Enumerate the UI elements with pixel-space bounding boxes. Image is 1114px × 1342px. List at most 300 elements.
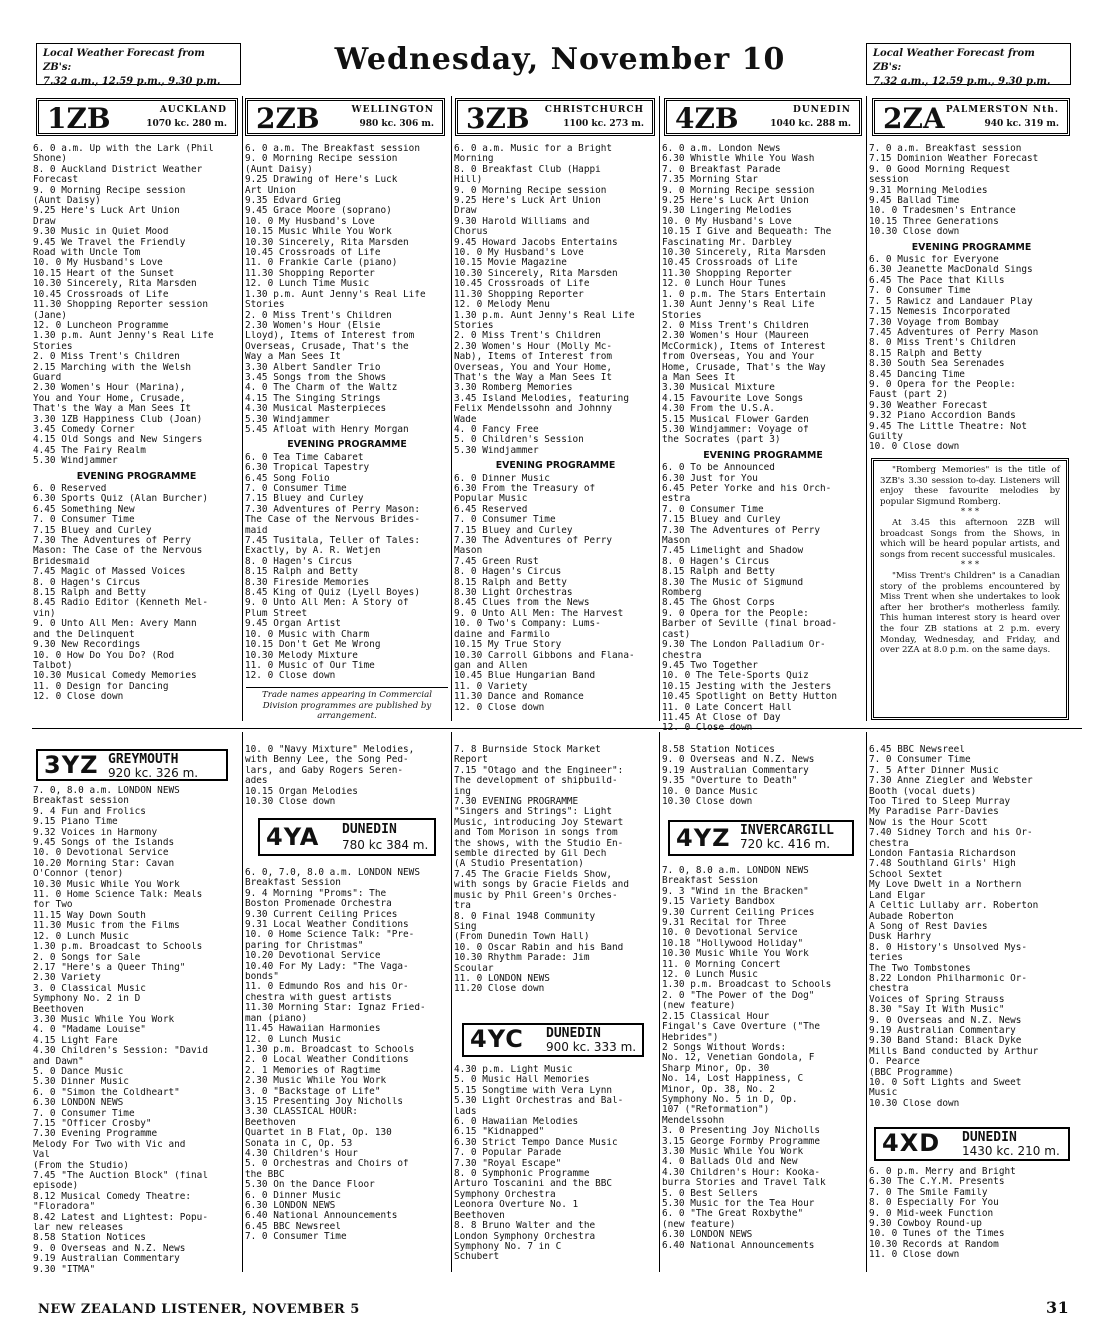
schedule-line: Talbot) xyxy=(33,660,73,671)
schedule-line: 7. 0 Consumer Time xyxy=(245,484,347,494)
schedule-line: Breakfast session xyxy=(33,796,129,807)
station-call: 4YC xyxy=(470,1025,524,1053)
schedule-line: No. 14, Lost Happiness, C xyxy=(662,1074,804,1085)
schedule-line: 10.15 Don't Get Me Wrong xyxy=(245,640,381,651)
note-separator: * * * xyxy=(960,560,980,571)
schedule-line: 9. 0 Morning Recipe session xyxy=(245,154,398,165)
schedule-line: 10.30 Music While You Work xyxy=(33,879,180,890)
schedule-line: chestra with guest artists xyxy=(245,992,392,1003)
schedule-line: 7.45 Tusitala, Teller of Tales: xyxy=(245,536,420,547)
schedule-line: 10. 0 Two's Company: Lums- xyxy=(454,619,601,630)
schedule-line: 7.45 Magic of Massed Voices xyxy=(33,567,186,578)
schedule-line: 7.45 "The Auction Block" (final xyxy=(33,1171,208,1182)
schedule-line: 11.30 Shopping Reporter xyxy=(662,268,792,279)
schedule-line: ades xyxy=(245,776,268,787)
schedule-line: 11.30 Music from the Films xyxy=(33,921,180,932)
schedule-line: (From the Studio) xyxy=(33,1160,129,1171)
schedule-4xd xyxy=(869,1167,1074,1261)
schedule-line: 2. 0 "The Power of the Dog" xyxy=(662,990,815,1001)
schedule-line: 6.45 Song Folio xyxy=(245,473,330,484)
schedule-line: 3.30 CLASSICAL HOUR: xyxy=(245,1107,358,1118)
station-call: 3YZ xyxy=(44,751,99,779)
schedule-line: lads xyxy=(454,1106,477,1117)
schedule-line: 6. 0 Dinner Music xyxy=(454,473,550,484)
schedule-line: 9.30 Current Ceiling Prices xyxy=(662,907,815,918)
schedule-line: 6.40 National Announcements xyxy=(662,1240,815,1251)
schedule-4ya-evening xyxy=(454,745,657,995)
schedule-line: 1.30 p.m. Aunt Jenny's Real Life xyxy=(33,331,214,342)
schedule-line: 1.30 p.m. Broadcast to Schools xyxy=(662,980,832,991)
schedule-line: 10.45 Blue Hungarian Band xyxy=(454,671,596,682)
schedule-line: O'Connor (tenor) xyxy=(33,869,124,880)
schedule-4yz-evening xyxy=(869,745,1074,1109)
schedule-line: 2. 0 Local Weather Conditions xyxy=(245,1055,409,1066)
schedule-line: 7.40 Sidney Torch and his Or- xyxy=(869,828,1033,839)
schedule-line: 9.45 We Travel the Friendly xyxy=(33,237,186,248)
schedule-line: from Overseas, You and Your xyxy=(662,352,815,363)
schedule-line: 3. 0 Presenting Joy Nicholls xyxy=(662,1126,821,1137)
schedule-line: Romberg xyxy=(662,588,702,599)
schedule-line: paring for Christmas" xyxy=(245,940,364,951)
schedule-line: chestra xyxy=(869,838,909,849)
schedule-line: Mason xyxy=(454,546,483,557)
schedule-line: cast) xyxy=(662,629,691,640)
schedule-line: 8. 0 History's Unsolved Mys- xyxy=(869,942,1028,953)
schedule-line: 5. 0 Children's Session xyxy=(454,435,584,446)
schedule-line: 9.45 Two Together xyxy=(662,660,758,671)
schedule-line: 12. 0 Close down xyxy=(662,723,753,734)
station-name: AUCKLAND xyxy=(159,105,227,115)
schedule-line: 9.30 Music in Quiet Mood xyxy=(33,227,169,238)
schedule-line: Too Tired to Sleep Murray xyxy=(869,797,1011,808)
schedule-line: Schubert xyxy=(454,1252,500,1263)
schedule-line: estra xyxy=(662,494,691,505)
section-heading: EVENING PROGRAMME xyxy=(703,449,823,461)
schedule-line: 6.30 Sports Quiz (Alan Burcher) xyxy=(33,494,208,505)
schedule-line: 7. 0 Breakfast Parade xyxy=(662,164,781,175)
schedule-line: 2. 0 Miss Trent's Children xyxy=(33,352,180,363)
schedule-line: 8.45 Clues from the News xyxy=(454,598,590,609)
weather-forecast-left xyxy=(36,43,241,85)
schedule-line: 4.30 Children's Session: "David xyxy=(33,1046,208,1057)
schedule-line: 10.30 Sincerely, Rita Marsden xyxy=(454,268,618,279)
schedule-line: 7. 0 Consumer Time xyxy=(869,286,971,297)
schedule-line: 8. 8 Bruno Walter and the xyxy=(454,1221,596,1232)
schedule-line: Fascinating Mr. Darbley xyxy=(662,237,792,248)
schedule-line: 8.42 Latest and Lightest: Popu- xyxy=(33,1212,208,1223)
schedule-line: 6.30 LONDON NEWS xyxy=(662,1230,753,1241)
schedule-line: 3. 0 "Backstage of Life" xyxy=(245,1086,381,1097)
station-frequency: 900 kc. 333 m. xyxy=(546,1040,637,1054)
schedule-line: 9. 0 Morning Recipe session xyxy=(454,185,607,196)
schedule-line: 8.45 Radio Editor (Kenneth Mel- xyxy=(33,598,208,609)
column-rule xyxy=(451,96,452,721)
schedule-line: 11.20 Close down xyxy=(454,984,545,995)
schedule-line: Music xyxy=(869,1088,898,1099)
schedule-line: 4.30 From the U.S.A. xyxy=(662,404,775,415)
schedule-line: 6. 0 a.m. The Breakfast session xyxy=(245,144,420,154)
schedule-line: 4.30 Children's Hour: Kooka- xyxy=(662,1167,821,1178)
station-box-3zb xyxy=(455,98,655,136)
schedule-line: 10.15 Movie Magazine xyxy=(454,258,567,269)
schedule-line: London Symphony Orchestra xyxy=(454,1231,596,1242)
schedule-line: 6.45 BBC Newsreel xyxy=(869,745,965,755)
schedule-line: 11.15 Way Down South xyxy=(33,910,146,921)
schedule-line: 9.25 Here's Luck Art Union xyxy=(33,206,180,217)
schedule-line: Popular Music xyxy=(454,494,528,505)
schedule-line: (new feature) xyxy=(662,1219,736,1230)
schedule-line: Stories xyxy=(245,300,285,311)
schedule-line: bonds" xyxy=(245,972,279,983)
schedule-line: 11.30 Shopping Reporter xyxy=(245,268,375,279)
schedule-line: 10.20 Morning Star: Cavan xyxy=(33,858,175,869)
schedule-line: (Aunt Daisy) xyxy=(245,164,313,175)
weather-forecast-right xyxy=(866,43,1071,85)
schedule-line: Sharp Minor, Op. 30 xyxy=(662,1063,770,1074)
schedule-line: 10.45 Crossroads of Life xyxy=(33,289,169,300)
schedule-line: and the Delinquent xyxy=(33,629,135,640)
schedule-line: 9.30 The London Palladium Or- xyxy=(662,640,826,651)
schedule-line: 9. 4 Morning "Proms": The xyxy=(245,888,387,899)
schedule-line: 9.25 Here's Luck Art Union xyxy=(662,196,809,207)
schedule-line: 10.30 Musical Comedy Memories xyxy=(33,671,197,682)
schedule-line: 6.30 Whistle While You Wash xyxy=(662,154,815,165)
schedule-line: 7. 0 Popular Parade xyxy=(454,1148,562,1159)
schedule-line: 10. 0 "Navy Mixture" Melodies, xyxy=(245,745,415,755)
schedule-line: London Fantasia Richardson xyxy=(869,849,1016,860)
station-box-2za xyxy=(872,98,1070,136)
schedule-line: 5.15 Musical Flower Garden xyxy=(662,414,809,425)
schedule-4zb xyxy=(662,144,864,734)
station-frequency: 1430 kc. 210 m. xyxy=(962,1144,1060,1158)
schedule-line: and Tom Morison in songs from xyxy=(454,828,618,839)
schedule-line: 9.30 Current Ceiling Prices xyxy=(245,909,398,920)
schedule-line: 7.15 Bluey and Curley xyxy=(245,494,364,505)
schedule-line: 5.30 Windjammer xyxy=(454,445,539,456)
schedule-line: 7. 0 Consumer Time xyxy=(869,755,971,766)
schedule-line: (From Dunedin Town Hall) xyxy=(454,932,590,943)
schedule-line: Breakfast Session xyxy=(662,876,758,887)
schedule-line: 2. 0 Songs for Sale xyxy=(33,952,141,963)
schedule-line: 10.30 Records at Random xyxy=(869,1239,999,1250)
schedule-line: chestra xyxy=(869,984,909,995)
schedule-line: The Case of the Nervous Brides- xyxy=(245,515,420,526)
schedule-line: 7.30 EVENING PROGRAMME xyxy=(454,797,579,808)
schedule-line: 8. 0 Especially For You xyxy=(869,1198,999,1209)
schedule-line: 6.45 BBC Newsreel xyxy=(245,1221,341,1232)
schedule-line: 9.19 Australian Commentary xyxy=(33,1254,180,1265)
schedule-line: 10.45 Spotlight on Betty Hutton xyxy=(662,692,837,703)
schedule-line: The Two Tombstones xyxy=(869,963,971,974)
schedule-line: 2.30 Women's Hour (Maureen xyxy=(662,331,809,342)
schedule-line: 12. 0 Close down xyxy=(33,692,124,703)
station-frequency: 940 kc. 319 m. xyxy=(984,119,1059,129)
schedule-line: Mills Band conducted by Arthur xyxy=(869,1046,1039,1057)
schedule-line: 8.30 Fireside Memories xyxy=(245,577,370,588)
column-rule xyxy=(866,96,867,721)
schedule-3yz-late xyxy=(662,745,864,807)
schedule-line: Shone) xyxy=(33,154,67,165)
schedule-line: Guard xyxy=(33,372,62,383)
schedule-line: 9. 0 Unto All Men: The Harvest xyxy=(454,608,624,619)
schedule-line: 107 ("Reformation") xyxy=(662,1105,770,1116)
schedule-line: Morning xyxy=(454,154,494,165)
schedule-line: 10.40 For My Lady: "The Vaga- xyxy=(245,961,409,972)
station-box-4yc xyxy=(462,1023,644,1057)
schedule-line: 11.30 Shopping Reporter xyxy=(454,289,584,300)
schedule-line: 5.30 On the Dance Floor xyxy=(245,1180,375,1191)
schedule-line: 9.30 Harold Williams and xyxy=(454,216,590,227)
station-call: 2ZA xyxy=(883,102,945,135)
schedule-line: 7.15 "Officer Crosby" xyxy=(33,1119,152,1129)
schedule-line: 2 Songs Without Words: xyxy=(662,1042,787,1053)
schedule-line: 4. 0 The Charm of the Waltz xyxy=(245,383,398,394)
schedule-line: 8.58 Station Notices xyxy=(662,745,775,755)
schedule-line: 11. 0 LONDON NEWS xyxy=(454,973,550,984)
schedule-line: Faust (part 2) xyxy=(869,390,949,401)
schedule-line: 11. 0 Close down xyxy=(869,1250,960,1261)
schedule-line: 1.30 p.m. Broadcast to Schools xyxy=(33,942,203,953)
section-heading: EVENING PROGRAMME xyxy=(287,439,407,451)
schedule-4ya-late xyxy=(245,745,449,807)
schedule-line: 8. 0 Hagen's Circus xyxy=(454,567,562,578)
schedule-line: 10. 0 Oscar Rabin and his Band xyxy=(454,942,624,953)
schedule-line: Stories xyxy=(662,310,702,321)
schedule-line: The development of shipbuild- xyxy=(454,776,618,787)
schedule-line: 9.30 New Recordings xyxy=(33,640,141,651)
schedule-line: 9. 4 Fun and Frolics xyxy=(33,806,146,817)
section-heading: EVENING PROGRAMME xyxy=(911,241,1032,253)
schedule-line: 11.45 Hawaiian Harmonies xyxy=(245,1024,381,1035)
station-call: 2ZB xyxy=(256,102,320,135)
schedule-line: the Socrates (part 3) xyxy=(662,435,781,446)
schedule-line: Mason: The Case of the Nervous xyxy=(33,546,203,557)
schedule-line: 10.18 "Hollywood Holiday" xyxy=(662,938,804,949)
schedule-line: 11.30 Shopping Reporter session xyxy=(33,300,208,311)
schedule-line: gan and Allen xyxy=(454,660,528,671)
schedule-line: session xyxy=(869,175,909,186)
station-name: CHRISTCHURCH xyxy=(544,105,644,115)
schedule-line: 7.30 The Adventures of Perry xyxy=(33,536,192,547)
schedule-line: 7.45 Limelight and Shadow xyxy=(662,546,804,557)
schedule-line: daine and Farmilo xyxy=(454,629,550,640)
schedule-line: 11. 0 Home Science Talk: Meals xyxy=(33,890,203,901)
schedule-line: 5.30 Light Orchestras and Bal- xyxy=(454,1096,624,1107)
schedule-line: 6.45 Reserved xyxy=(454,504,528,515)
schedule-line: 11.45 At Close of Day xyxy=(662,712,781,723)
schedule-line: 6.15 "Kidnapped" xyxy=(454,1127,545,1138)
schedule-line: Lloyd), Items of Interest from xyxy=(245,331,415,342)
schedule-line: 6.30 From the Treasury of xyxy=(454,484,596,494)
schedule-line: O. Pearce xyxy=(869,1057,920,1068)
schedule-line: Forecast xyxy=(33,175,79,186)
schedule-line: Beethoven xyxy=(454,1210,505,1221)
schedule-line: 10. 0 The Tele-Sports Quiz xyxy=(662,671,809,682)
schedule-line: 6. 0 "The Great Roxbythe" xyxy=(662,1209,804,1220)
schedule-line: Home, Crusade, That's the Way xyxy=(662,362,826,373)
schedule-line: Draw xyxy=(33,216,56,227)
station-name: DUNEDIN xyxy=(546,1026,601,1041)
schedule-line: Nab), Items of Interest from xyxy=(454,352,613,363)
schedule-line: 6.40 National Announcements xyxy=(245,1211,398,1222)
schedule-line: 11. 0 Music of Our Time xyxy=(245,660,375,671)
schedule-line: 10.15 My True Story xyxy=(454,640,562,651)
schedule-line: a Man Sees It xyxy=(662,372,736,383)
schedule-line: 11. 0 Design for Dancing xyxy=(33,681,169,692)
schedule-3zb xyxy=(454,144,657,713)
schedule-line: 10.45 Crossroads of Life xyxy=(245,248,381,259)
schedule-line: 6.30 LONDON NEWS xyxy=(33,1098,124,1109)
schedule-line: Draw xyxy=(454,206,477,217)
page-title: Wednesday, November 10 xyxy=(334,42,786,77)
schedule-line: 3.45 Songs from the Shows xyxy=(245,372,387,383)
schedule-line: burra Stories and Travel Talk xyxy=(662,1178,826,1189)
station-frequency: 920 kc. 326 m. xyxy=(108,766,199,780)
schedule-line: Felix Mendelssohn and Johnny xyxy=(454,404,613,415)
schedule-line: 9.45 The Little Theatre: Not xyxy=(869,421,1028,432)
schedule-line: 10.30 Sincerely, Rita Marsden xyxy=(662,248,826,259)
schedule-line: Now is the Hour Scott xyxy=(869,817,988,828)
schedule-line: 8.15 Ralph and Betty xyxy=(245,567,358,578)
schedule-line: A Celtic Lullaby arr. Roberton xyxy=(869,901,1039,912)
schedule-2za xyxy=(869,144,1074,453)
schedule-line: 10. 0 Tradesmen's Entrance xyxy=(869,206,1016,217)
schedule-line: Wade xyxy=(454,414,477,425)
schedule-line: (new feature) xyxy=(662,1001,736,1012)
section-divider xyxy=(32,728,1082,729)
schedule-line: 2.30 Women's Hour (Elsie xyxy=(245,320,381,331)
schedule-line: 11. 0 Late Concert Hall xyxy=(662,702,792,713)
footer-publication: NEW ZEALAND LISTENER, NOVEMBER 5 xyxy=(38,1302,360,1317)
schedule-line: 10.30 Melody Mixture xyxy=(245,650,358,661)
schedule-line: 10. 0 Devotional Service xyxy=(33,848,169,859)
schedule-line: 9.32 Voices in Harmony xyxy=(33,827,158,838)
station-call: 4YA xyxy=(266,823,320,851)
schedule-line: Symphony Orchestra xyxy=(454,1189,556,1200)
schedule-line: 10. 0 My Husband's Love xyxy=(33,258,163,269)
schedule-line: 10.20 Devotional Service xyxy=(245,951,381,962)
schedule-line: 12. 0 Melody Menu xyxy=(454,300,550,311)
schedule-line: 9.45 Grace Moore (soprano) xyxy=(245,206,392,217)
schedule-line: 9. 0 Overseas and N.Z. News xyxy=(662,755,815,766)
schedule-line: 1.30 p.m. Broadcast to Schools xyxy=(245,1044,415,1055)
schedule-line: 2.15 Classical Hour xyxy=(662,1011,770,1022)
schedule-line: 9.45 Organ Artist xyxy=(245,619,341,630)
schedule-line: 5.15 Songtime with Vera Lynn xyxy=(454,1085,613,1096)
schedule-line: the shows, with the Studio En- xyxy=(454,838,624,849)
schedule-line: Land Elgar xyxy=(869,890,926,901)
schedule-line: 7.48 Southland Girls' High xyxy=(869,859,1016,870)
schedule-line: 5.30 Windjammer xyxy=(33,456,118,467)
schedule-line: 10. 0 My Husband's Love xyxy=(662,216,792,227)
schedule-line: 3. 0 Classical Music xyxy=(33,983,146,994)
schedule-line: 9. 0 Morning Recipe session xyxy=(33,185,186,196)
schedule-line: 9.32 Piano Accordion Bands xyxy=(869,411,1016,422)
schedule-line: 9.45 Songs of the Islands xyxy=(33,838,175,849)
schedule-line: episode) xyxy=(33,1181,79,1192)
schedule-line: 11. 0 Variety xyxy=(454,681,528,692)
schedule-line: 10. 0 Devotional Service xyxy=(662,928,798,939)
schedule-line: 10.30 Music While You Work xyxy=(662,949,809,960)
schedule-line: 10.30 Rhythm Parade: Jim xyxy=(454,953,590,964)
schedule-line: 7. 8 Burnside Stock Market xyxy=(454,745,601,755)
schedule-line: 6. 0 Tea Time Cabaret xyxy=(245,452,364,463)
schedule-line: 10.45 Crossroads of Life xyxy=(662,258,798,269)
station-box-4ya xyxy=(258,818,436,856)
schedule-line: 8.12 Musical Comedy Theatre: xyxy=(33,1191,192,1202)
schedule-line: 3.45 Comedy Corner xyxy=(33,424,135,435)
schedule-line: 10. 0 Close down xyxy=(869,442,960,453)
schedule-line: 7. 0 The Smile Family xyxy=(869,1187,988,1198)
schedule-line: 3.30 Musical Mixture xyxy=(662,383,775,394)
schedule-line: 5. 0 Orchestras and Choirs of xyxy=(245,1159,409,1170)
schedule-line: 8.30 South Sea Serenades xyxy=(869,359,1005,370)
schedule-line: Quartet in B Flat, Op. 130 xyxy=(245,1128,392,1139)
schedule-line: Beethoven xyxy=(245,1117,296,1128)
schedule-line: 4.15 The Singing Strings xyxy=(245,393,381,404)
schedule-line: 8.15 Ralph and Betty xyxy=(33,588,146,599)
schedule-line: ing xyxy=(454,786,471,797)
schedule-line: (BBC Programme) xyxy=(869,1067,954,1078)
schedule-1zb xyxy=(33,144,240,703)
schedule-line: 8.22 London Philharmonic Or- xyxy=(869,973,1028,984)
schedule-line: 8. 0 Auckland District Weather xyxy=(33,164,203,175)
schedule-line: 2. 1 Memories of Ragtime xyxy=(245,1065,381,1076)
forecast-left-line1: Local Weather Forecast from ZB's: xyxy=(43,48,205,73)
schedule-line: 6. 0 Dinner Music xyxy=(245,1190,341,1201)
station-box-1zb xyxy=(36,98,238,136)
schedule-line: Way a Man Sees It xyxy=(245,352,341,363)
station-frequency: 1100 kc. 273 m. xyxy=(563,119,644,129)
schedule-line: 7. 0 Consumer Time xyxy=(245,1232,347,1243)
station-frequency: 720 kc. 416 m. xyxy=(740,837,831,851)
schedule-line: tra xyxy=(454,901,471,912)
schedule-line: 12. 0 Lunch Hour Tunes xyxy=(662,279,787,290)
schedule-line: 4. 0 Ballads Old and New xyxy=(662,1157,798,1168)
schedule-line: 2.15 Marching with the Welsh xyxy=(33,362,192,373)
schedule-line: 7. 0 a.m. Breakfast session xyxy=(869,144,1022,154)
schedule-line: 9. 0 Opera for the People: xyxy=(662,608,809,619)
schedule-line: 10.30 Close down xyxy=(869,227,960,238)
note-separator: * * * xyxy=(960,507,980,518)
schedule-line: That's the Way a Man Sees It xyxy=(454,372,613,383)
schedule-line: 9. 0 Good Morning Request xyxy=(869,164,1011,175)
schedule-4ya xyxy=(245,868,449,1243)
schedule-line: 9.19 Australian Commentary xyxy=(662,765,809,776)
schedule-line: My Love Dwelt in a Northern xyxy=(869,880,1022,891)
schedule-line: 6.45 Something New xyxy=(33,504,135,515)
station-name: DUNEDIN xyxy=(342,822,397,837)
schedule-line: 9.30 Cowboy Round-up xyxy=(869,1219,982,1230)
schedule-line: 12. 0 Lunch Music xyxy=(245,1034,341,1045)
schedule-line: 4.45 The Fairy Realm xyxy=(33,445,146,456)
schedule-line: Symphony No. 7 in C xyxy=(454,1241,562,1252)
schedule-line: 11.30 Morning Star: Ignaz Fried- xyxy=(245,1003,426,1014)
station-box-4zb xyxy=(664,98,862,136)
schedule-line: 9. 0 Mid-week Function xyxy=(869,1208,994,1219)
schedule-line: 6. 0 Hawaiian Melodies xyxy=(454,1117,579,1128)
schedule-line: 2.17 "Here's a Queer Thing" xyxy=(33,962,186,973)
schedule-line: That's the Way a Man Sees It xyxy=(33,404,192,415)
schedule-line: 8. 0 Hagen's Circus xyxy=(33,577,141,588)
schedule-line: 3.15 George Formby Programme xyxy=(662,1136,821,1147)
schedule-line: 1.30 p.m. Aunt Jenny's Real Life xyxy=(454,310,635,321)
schedule-line: 7.15 Bluey and Curley xyxy=(33,525,152,536)
schedule-line: 4.30 Musical Masterpieces xyxy=(245,404,387,415)
schedule-line: 7.15 Bluey and Curley xyxy=(662,515,781,526)
schedule-line: Val xyxy=(33,1150,50,1161)
schedule-line: 2.30 Women's Hour (Molly Mc- xyxy=(454,341,613,352)
